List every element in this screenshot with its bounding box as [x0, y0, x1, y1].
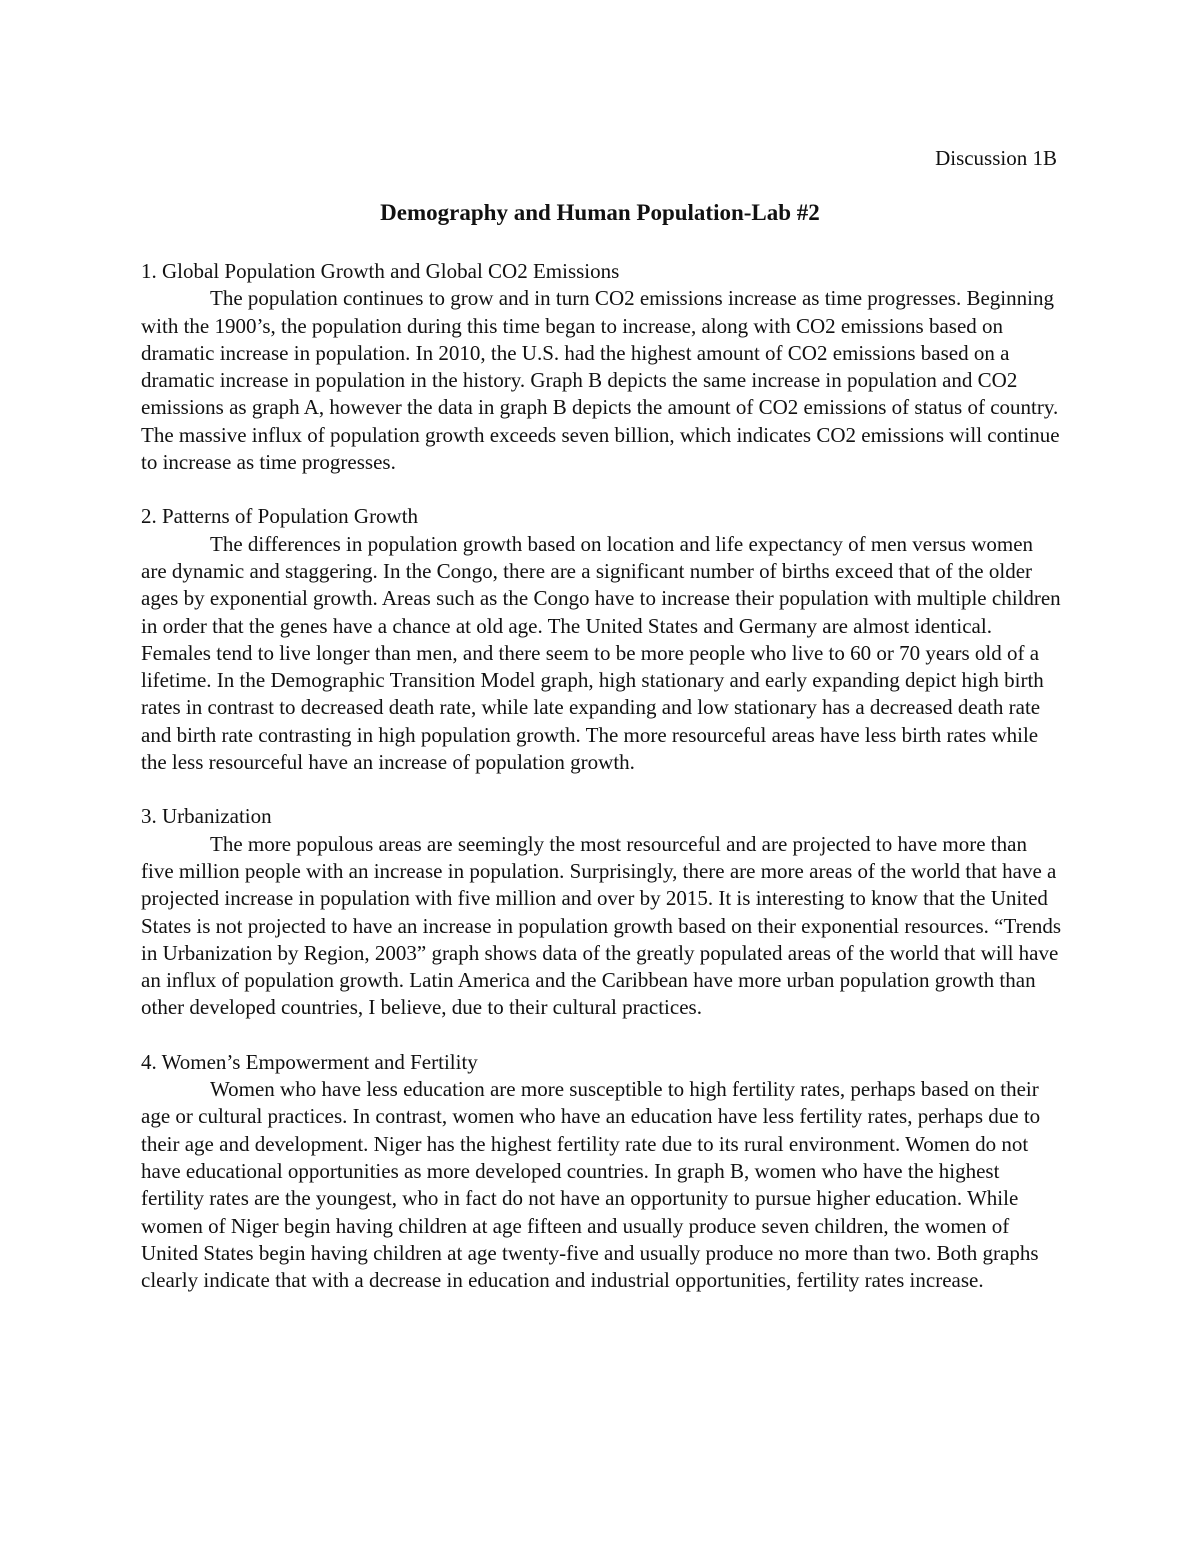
section-urbanization: [141, 803, 1063, 1021]
section-global-population-co2: [141, 258, 1063, 476]
section-paragraph: The population continues to grow and in turn CO2 emissions increase as time progresses. Beginning with the 1900’s, the population during this time began to increase, along with CO2 emissions based on dramatic increase in population. In 2010, the U.S. had the highest amount of CO2 emissions based on a dramatic increase in population in the history. Graph B depicts the same increase in population and CO2 emissions as graph A, however the data in graph B depicts the amount of CO2 emissions of status of country. The massive influx of population growth exceeds seven billion, which indicates CO2 emissions will continue to increase as time progresses.: [141, 286, 1060, 475]
course-label: Discussion 1B: [935, 146, 1057, 170]
document-body: [141, 258, 1063, 1321]
section-heading: 2. Patterns of Population Growth: [141, 504, 419, 529]
section-population-growth-patterns: [141, 503, 1063, 776]
section-paragraph: Women who have less education are more susceptible to high fertility rates, perhaps based on their age or cultural practices. In contrast, women who have an education have less fertility rates, perhaps due to their age and development. Niger has the highest fertility rate due to its rural environment. Women do not have educational opportunities as more developed countries. In graph B, women who have the highest fertility rates are the youngest, who in fact do not have an opportunity to pursue higher education. While women of Niger begin having children at age fifteen and usually produce seven children, the women of United States begin having children at age twenty-five and usually produce no more than two. Both graphs clearly indicate that with a decrease in education and industrial opportunities, fertility rates increase.: [141, 1077, 1041, 1293]
page-title: Demography and Human Population-Lab #2: [380, 200, 820, 225]
section-paragraph: The more populous areas are seemingly the most resourceful and are projected to have more than five million people with an increase in population. Surprisingly, there are more areas of the world that have a projected increase in population with five million and over by 2015. It is interesting to know that the United States is not projected to have an increase in population growth based on their exponential resources. “Trends in Urbanization by Region, 2003” graph shows data of the greatly populated areas of the world that will have an influx of population growth. Latin America and the Caribbean have more urban population growth than other developed countries, I believe, due to their cultural practices.: [141, 831, 1062, 1020]
section-heading: 4. Women’s Empowerment and Fertility: [141, 1049, 478, 1074]
section-heading: 3. Urbanization: [141, 804, 272, 829]
section-heading: 1. Global Population Growth and Global CO2 Emissions: [141, 259, 620, 283]
section-paragraph: The differences in population growth based on location and life expectancy of men versus women are dynamic and staggering. In the Congo, there are a significant number of births exceed that of the older ages by exponential growth. Areas such as the Congo have to increase their population with multiple children in order that the genes have a chance at old age. The United States and Germany are almost identical. Females tend to live longer than men, and there seem to be more people who live to 60 or 70 years old of a lifetime. In the Demographic Transition Model graph, high stationary and early expanding depict high birth rates in contrast to decreased death rate, while late expanding and low stationary has a decreased death rate and birth rate contrasting in high population growth. The more resourceful areas have less birth rates while the less resourceful have an increase of population growth.: [141, 531, 1061, 775]
section-womens-empowerment-fertility: [141, 1049, 1063, 1295]
